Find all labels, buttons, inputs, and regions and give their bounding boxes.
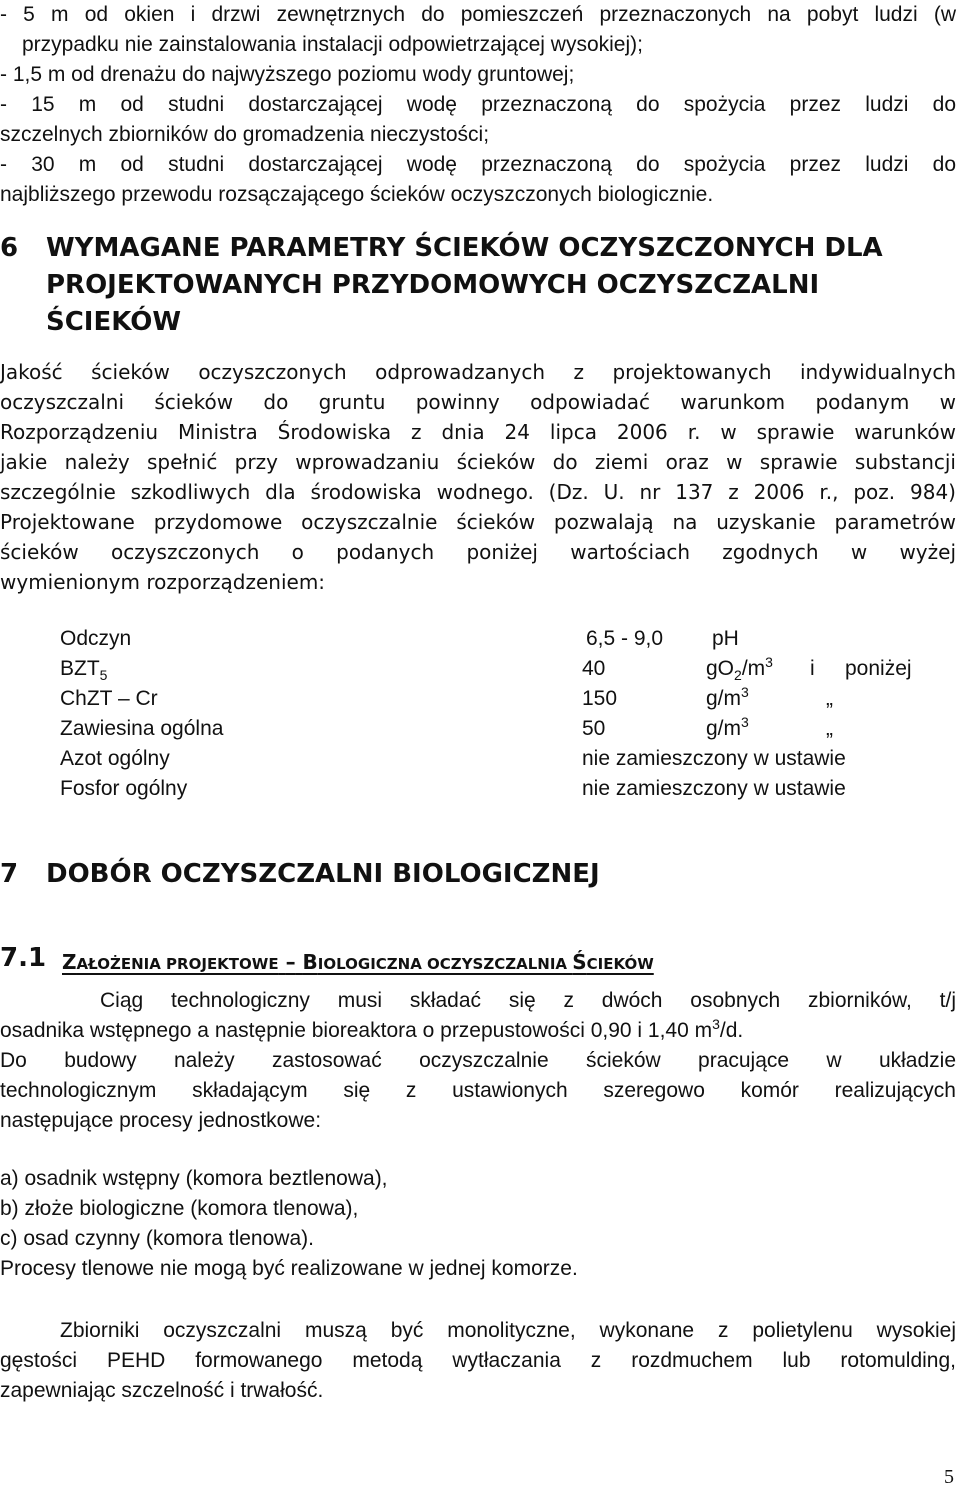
- section-number: 7.1: [0, 943, 47, 973]
- title-smallcaps: CIEKÓW: [586, 955, 654, 973]
- table-row: [0, 624, 960, 654]
- list-item-content: - 5 m od okien i drzwi zewnętrznych do pomieszczeń przeznaczonych na pobyt ludzi (w: [0, 3, 956, 26]
- section-6-paragraph: [0, 357, 960, 597]
- table-row: [0, 744, 960, 774]
- paragraph-superscript: 3: [712, 1016, 720, 1032]
- section-number: 6: [0, 233, 19, 263]
- param-value: nie zamieszczony w ustawie: [582, 777, 846, 800]
- param-name: ChZT – Cr: [60, 687, 158, 710]
- unit-superscript: 3: [765, 654, 773, 670]
- paragraph-line: Rozporządzeniu Ministra Środowiska z dnia 24 lipca 2006 r. w sprawie warunków: [0, 420, 956, 444]
- list-item-continuation: najbliższego przewodu rozsączającego ścieków oczyszczonych biologicznie.: [0, 183, 714, 206]
- paragraph-line: szczególnie szkodliwych dla środowiska wodnego. (Dz. U. nr 137 z 2006 r., poz. 984): [0, 480, 956, 504]
- list-item: - 30 m od studni dostarczającej wodę przeznaczoną do spożycia przez ludzi do: [0, 153, 956, 176]
- process-list: [0, 1164, 960, 1284]
- section-title: [46, 230, 946, 341]
- param-conjunction: i: [810, 657, 815, 680]
- list-item: Procesy tlenowe nie mogą być realizowane w jednej komorze.: [0, 1257, 578, 1280]
- paragraph-line: Do budowy należy zastosować oczyszczalnie ścieków pracujące w układzie: [0, 1049, 956, 1072]
- parameters-table: [0, 624, 960, 804]
- param-unit: [706, 714, 749, 744]
- title-dash: –: [285, 950, 296, 974]
- paragraph-line: zapewniając szczelność i trwałość.: [0, 1379, 324, 1402]
- param-unit: [706, 684, 749, 714]
- param-value: 150: [582, 687, 618, 710]
- param-name: Odczyn: [60, 627, 132, 650]
- unit-subscript: 2: [734, 667, 742, 684]
- paragraph-text: /d.: [719, 1019, 744, 1042]
- final-paragraph: [0, 1316, 960, 1406]
- section-title-line: PROJEKTOWANYCH PRZYDOMOWYCH OCZYSZCZALNI: [46, 270, 820, 300]
- list-item-content: - 15 m od studni dostarczającej wodę przeznaczoną do spożycia przez ludzi do: [0, 93, 956, 116]
- param-unit: pH: [712, 627, 739, 650]
- param-value: 50: [582, 717, 606, 740]
- title-capital: Ś: [572, 950, 587, 974]
- list-item: [0, 90, 960, 120]
- param-unit: [706, 654, 773, 684]
- paragraph-line: Jakość ścieków oczyszczonych odprowadzanych z projektowanych indywidualnych: [0, 360, 956, 384]
- table-row: [0, 714, 960, 744]
- param-name: Fosfor ogólny: [60, 777, 188, 800]
- section-title-line: WYMAGANE PARAMETRY ŚCIEKÓW OCZYSZCZONYCH DLA: [46, 233, 883, 263]
- paragraph-line: gęstości PEHD formowanego metodą wytłaczania z rozdmuchem lub rotomulding,: [0, 1349, 956, 1372]
- unit-part: g/m: [706, 687, 742, 710]
- param-name: [60, 654, 107, 684]
- param-name-subscript: 5: [99, 667, 108, 684]
- list-item: - 1,5 m od drenażu do najwyższego poziomu wody gruntowej;: [0, 63, 575, 86]
- list-item: c) osad czynny (komora tlenowa).: [0, 1227, 314, 1250]
- section-title-line: ŚCIEKÓW: [46, 307, 182, 337]
- paragraph-line: Ciąg technologiczny musi składać się z dwóch osobnych zbiorników, t/j: [100, 989, 956, 1012]
- list-item: [0, 0, 960, 30]
- paragraph-line: Zbiorniki oczyszczalni muszą być monolityczne, wykonane z polietylenu wysokiej: [60, 1319, 956, 1342]
- section-7-1-paragraph: [0, 986, 960, 1136]
- paragraph-line: Projektowane przydomowe oczyszczalnie ścieków pozwalają na uzyskanie parametrów: [0, 510, 956, 534]
- paragraph-line: następujące procesy jednostkowe:: [0, 1109, 322, 1132]
- list-item: a) osadnik wstępny (komora beztlenowa),: [0, 1167, 388, 1190]
- param-name: Azot ogólny: [60, 747, 170, 770]
- paragraph-line: oczyszczalni ścieków do gruntu powinny odpowiadać warunkom podanym w: [0, 390, 956, 414]
- paragraph-text: osadnika wstępnego a następnie bioreaktora o przepustowości 0,90 i 1,40 m: [0, 1019, 713, 1042]
- unit-part: /m: [741, 657, 766, 680]
- param-ditto: „: [826, 687, 833, 710]
- param-value: 6,5 - 9,0: [586, 627, 664, 650]
- unit-superscript: 3: [741, 684, 749, 700]
- table-row: [0, 654, 960, 684]
- unit-superscript: 3: [741, 714, 749, 730]
- paragraph-line: wymienionym rozporządzeniem:: [0, 570, 326, 594]
- page-number: 5: [944, 1466, 954, 1488]
- distance-requirements-list: [0, 0, 960, 210]
- paragraph-line: technologicznym składającym się z ustawionych szeregowo komór realizujących: [0, 1079, 956, 1102]
- section-title: [62, 944, 654, 982]
- title-smallcaps: IOLOGICZNA OCZYSZCZALNIA: [317, 955, 573, 973]
- unit-part: gO: [706, 657, 735, 680]
- table-row: [0, 684, 960, 714]
- section-number: 7: [0, 859, 19, 889]
- list-item-continuation: przypadku nie zainstalowania instalacji odpowietrzającej wysokiej);: [22, 33, 643, 56]
- title-capital: B: [302, 950, 318, 974]
- list-item-text: [0, 0, 960, 30]
- param-ditto: „: [826, 717, 833, 740]
- param-name-text: BZT: [60, 657, 100, 680]
- list-item-continuation: szczelnych zbiorników do gromadzenia nieczystości;: [0, 123, 490, 146]
- param-note: poniżej: [845, 657, 912, 680]
- title-capital: Z: [62, 950, 77, 974]
- title-smallcaps: AŁOŻENIA PROJEKTOWE: [76, 955, 279, 973]
- paragraph-line: [0, 1016, 960, 1046]
- param-name: Zawiesina ogólna: [60, 717, 224, 740]
- paragraph-line: jakie należy spełnić przy wprowadzaniu ścieków do ziemi oraz w sprawie substancji: [0, 450, 956, 474]
- paragraph-line: ścieków oczyszczonych o podanych poniżej wartościach zgodnych w wyżej: [0, 540, 956, 564]
- param-value: nie zamieszczony w ustawie: [582, 747, 846, 770]
- section-title: DOBÓR OCZYSZCZALNI BIOLOGICZNEJ: [46, 859, 600, 889]
- list-item: b) złoże biologiczne (komora tlenowa),: [0, 1197, 359, 1220]
- unit-part: g/m: [706, 717, 742, 740]
- table-row: [0, 774, 960, 804]
- param-value: 40: [582, 657, 606, 680]
